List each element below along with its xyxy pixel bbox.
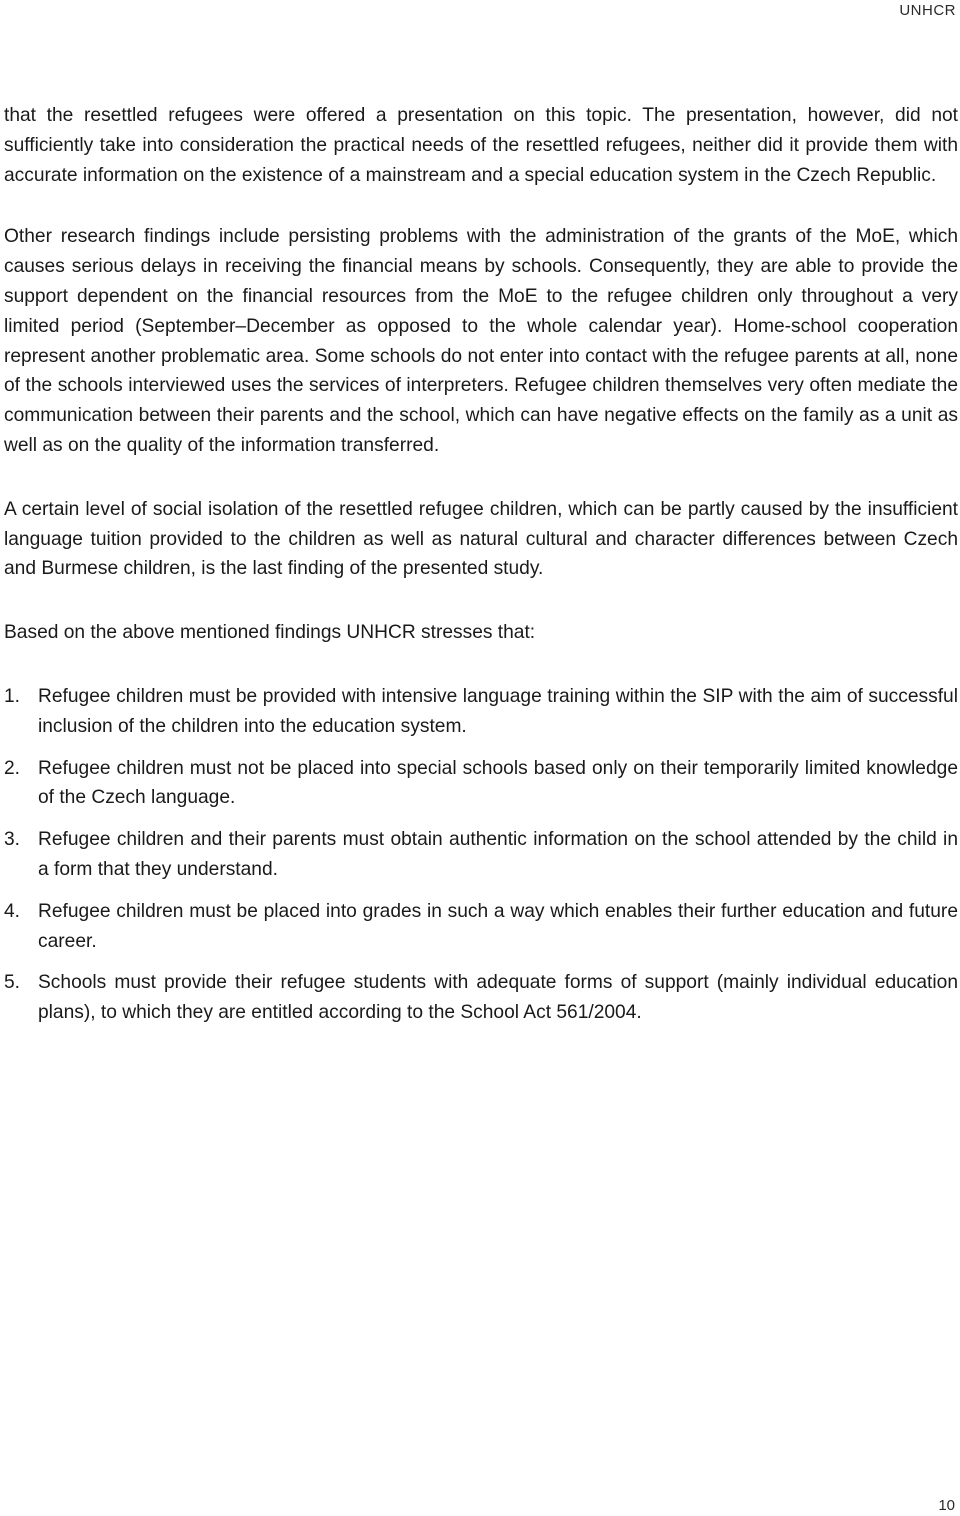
list-item-text: Refugee children must be provided with intensive language training within the SIP with the aim of successful inclusion of the children into the education system. [38,685,958,737]
list-item-text: Refugee children must not be placed into special schools based only on their temporarily limited knowledge of the Czech language. [38,757,958,809]
list-item [4,968,958,1028]
list-item-number: 4. [4,900,21,922]
paragraph: Other research findings include persisting problems with the administration of the grants of the MoE, which causes serious delays in receiving the financial means by schools. Consequently, they are able to provide the support dependent on the financial resources from the MoE to the refugee children only throughout a very limited period (September–December as opposed to the whole calendar year). Home-school cooperation represent another problematic area. Some schools do not enter into contact with the refugee parents at all, none of the schools interviewed uses the services of interpreters. Refugee children themselves very often mediate the communication between their parents and the school, which can have negative effects on the family as a unit as well as on the quality of the information transferred. [4,226,958,456]
paragraph: that the resettled refugees were offered a presentation on this topic. The presentation, however, did not sufficiently take into consideration the practical needs of the resettled refugees, neither did it provide them with accurate information on the existence of a mainstream and a special education system in the Czech Republic. [4,105,958,186]
running-header: UNHCR [899,2,956,19]
list-item-number: 2. [4,757,21,779]
page-number: 10 [938,1497,955,1514]
list-item-text: Schools must provide their refugee students with adequate forms of support (mainly individual education plans), to which they are entitled according to the School Act 561/2004. [38,972,958,1024]
list-item-number: 3. [4,829,21,851]
list-item-number: 5. [4,972,21,994]
list-item-number: 1. [4,685,21,707]
list-item [4,825,958,885]
recommendations-list [4,682,958,1028]
list-item [4,897,958,957]
list-item [4,754,958,814]
paragraph: Based on the above mentioned findings UNHCR stresses that: [4,622,536,644]
list-item-text: Refugee children must be placed into grades in such a way which enables their further education and future career. [38,900,958,952]
list-item-text: Refugee children and their parents must obtain authentic information on the school attended by the child in a form that they understand. [38,829,958,880]
document-body [4,101,958,1040]
list-item [4,682,958,742]
paragraph: A certain level of social isolation of the resettled refugee children, which can be partly caused by the insufficient language tuition provided to the children as well as natural cultural and character differences between Czech and Burmese children, is the last finding of the presented study. [4,498,958,580]
